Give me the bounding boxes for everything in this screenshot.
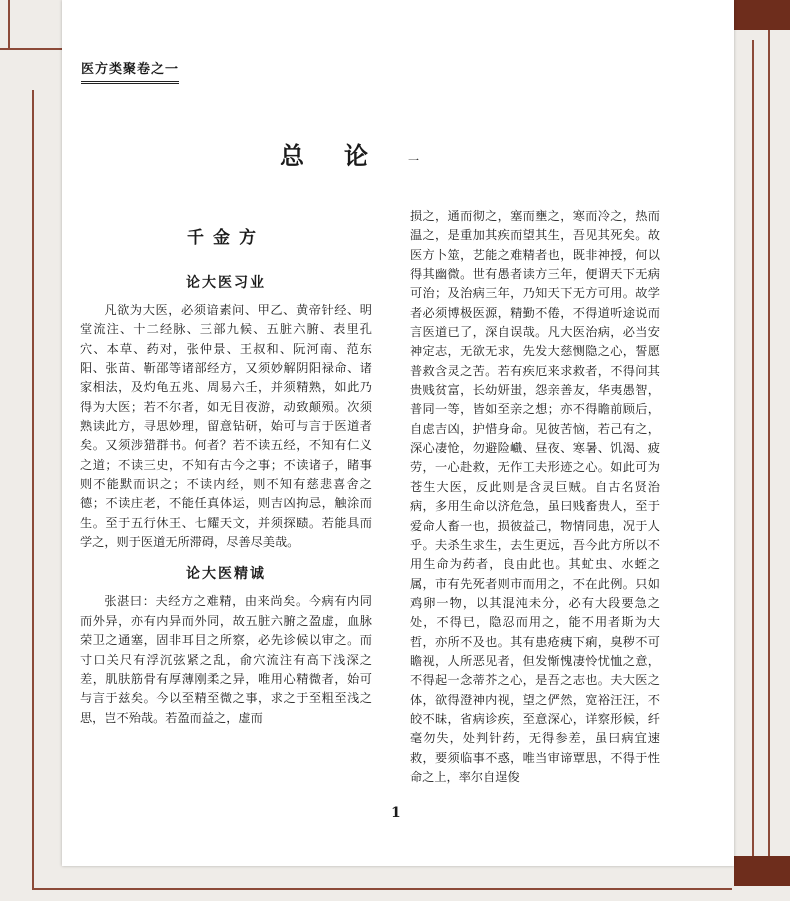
main-title [280, 136, 480, 171]
corner-block-top-right [734, 0, 790, 30]
corner-block-bottom-right [734, 856, 790, 886]
section-title: 论大医精诚 [186, 566, 266, 583]
main-title-text: 总论 [280, 141, 408, 170]
frame-right-inner-line [752, 40, 754, 860]
section-paragraph: 凡欲为大医，必须谙素问、甲乙、黄帝针经、明堂流注、十二经脉、三部九候、五脏六腑、表里孔穴、本草、药对，张仲景、王叔和、阮河南、范东阳、张苗、靳邵等诸部经方，又须妙解阴阳禄命、诸家相法，及灼龟五兆、周易六壬，并须精熟，如此乃得为大医；若不尔者，如无目夜游，动致颠殒。次须熟读此方，寻思妙理，留意钻研，始可与言于医道者矣。又须涉猎群书。何者？若不读五经，不知有仁义之道；不读三史，不知有古今之事；不读诸子，睹事则不能默而识之；不读内经，则不知有慈悲喜舍之德；不读庄老，不能任真体运，则吉凶拘忌，触涂而生。至于五行休王、七耀天文，并须探赜。若能具而学之，则于医道无所滞碍，尽善尽美哉。 [80, 303, 372, 550]
frame-left-inner-line [32, 90, 34, 890]
frame-bottom-line [32, 888, 732, 890]
page-number: 1 [391, 805, 401, 821]
frame-right-line [768, 30, 770, 870]
main-title-note: 一 [408, 154, 419, 167]
left-column [80, 225, 372, 728]
right-column [410, 207, 660, 787]
section-paragraph: 张湛曰：夫经方之难精，由来尚矣。今病有内同而外异，亦有内异而外同，故五脏六腑之盈虚，血脉荣卫之通塞，固非耳目之所察，必先诊候以审之。而寸口关尺有浮沉弦紧之乱，俞穴流注有高下浅深之差，肌肤筋骨有厚薄刚柔之异，唯用心精微者，始可与言于兹矣。今以至精至微之事，求之于至粗至浅之思，岂不殆哉。若盈而益之，虚而 [80, 594, 372, 725]
frame-left-line [8, 0, 10, 50]
continued-paragraph: 损之，通而彻之，塞而壅之，寒而冷之，热而温之，是重加其疾而望其生，吾见其死矣。故医方卜筮，艺能之难精者也，既非神授，何以得其幽微。世有愚者读方三年，便谓天下无病可治；及治病三年，乃知天下无方可用。故学者必须博极医源，精勤不倦，不得道听途说而言医道已了，深自误哉。凡大医治病，必当安神定志，无欲无求，先发大慈恻隐之心，誓愿普救含灵之苦。若有疾厄来求救者，不得问其贵贱贫富，长幼妍蚩，怨亲善友，华夷愚智，普同一等，皆如至亲之想；亦不得瞻前顾后，自虑吉凶，护惜身命。见彼苦恼，若己有之，深心凄怆，勿避险巇、昼夜、寒暑、饥渴、疲劳，一心赴救，无作工夫形迹之心。如此可为苍生大医，反此则是含灵巨贼。自古名贤治病，多用生命以济危急，虽曰贱畜贵人，至于爱命人畜一也，损彼益己，物情同患，况于人乎。夫杀生求生，去生更远，吾今此方所以不用生命为药者，良由此也。其虻虫、水蛭之属，市有先死者则市而用之，不在此例。只如鸡卵一物，以其混沌未分，必有大段要急之处，不得已，隐忍而用之，能不用者斯为大哲，亦所不及也。其有患疮痍下痢，臭秽不可瞻视，人所恶见者，但发惭愧凄怜忧恤之意，不得起一念蒂芥之心，是吾之志也。夫大医之体，欲得澄神内视，望之俨然，宽裕汪汪，不皎不昧，省病诊疾，至意深心，详察形候，纤毫勿失，处判针药，无得参差，虽曰病宜速救，要须临事不惑，唯当审谛覃思，不得于性命之上，率尔自逞俊 [410, 209, 660, 784]
book-title: 千金方 [187, 228, 265, 248]
running-head: 医方类聚卷之一 [81, 58, 179, 84]
section-title: 论大医习业 [186, 275, 266, 291]
